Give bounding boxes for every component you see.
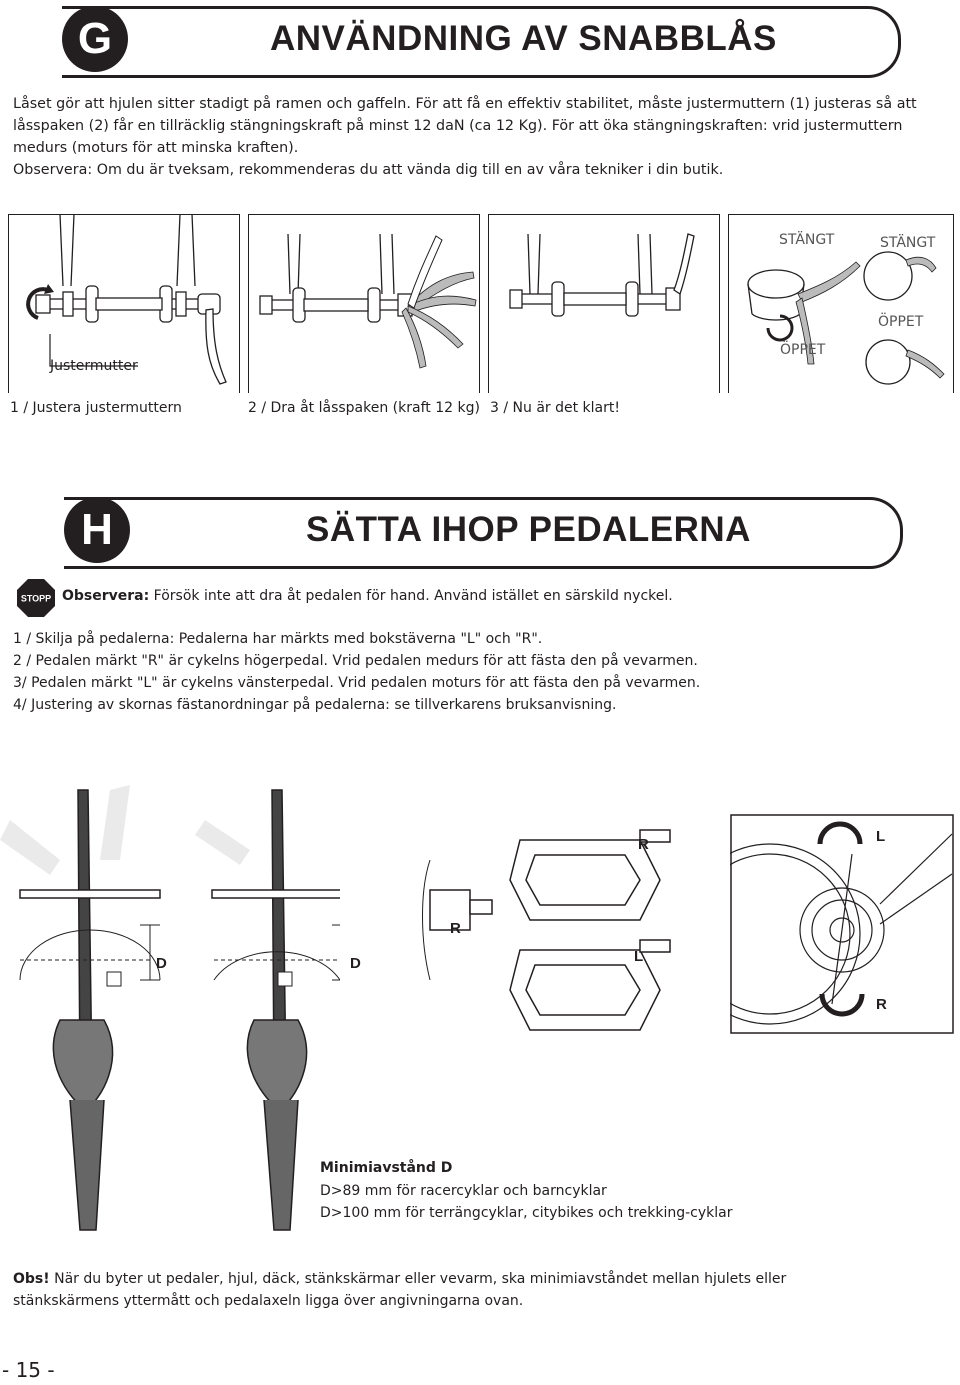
- pedal-step-2: 2 / Pedalen märkt "R" är cykelns högerpedal. Vrid pedalen medurs för att fästa den på vevarmen.: [13, 653, 698, 669]
- stop-sign-label: STOPP: [20, 593, 52, 604]
- obs-paragraph: [13, 1268, 893, 1312]
- min-distance-line-1: D>89 mm för racercyklar och barncyklar: [320, 1183, 607, 1199]
- label-r-axle: R: [450, 920, 461, 937]
- pedal-step-1: 1 / Skilja på pedalerna: Pedalerna har märkts med bokstäverna "L" och "R".: [13, 631, 543, 647]
- stop-sign-icon: [16, 578, 56, 618]
- hub-illustration-2: [248, 214, 478, 392]
- crank-inset-illustration: [730, 814, 954, 1034]
- label-open-a: ÖPPET: [878, 314, 924, 330]
- note-paragraph: Observera: Om du är tveksam, rekommenderas du att vända dig till en av våra tekniker i din butik.: [13, 162, 724, 178]
- intro-paragraph: Låset gör att hjulen sitter stadigt på ramen och gaffeln. För att få en effektiv stabilitet, måste justermuttern (1) justeras så att låsspaken (2) får en tillräcklig stängningskraft på minst 12 daN (ca 12 Kg). För att öka stängningskraften: vrid justermuttern medurs (moturs för att minska kraften).: [13, 96, 917, 156]
- hub-illustration-3: [488, 214, 718, 392]
- obs-label: Obs!: [13, 1271, 50, 1287]
- warning-text: Försök inte att dra åt pedalen för hand. Använd istället en särskild nyckel.: [149, 588, 673, 604]
- label-open-b: ÖPPET: [780, 342, 826, 358]
- label-l-crank: L: [876, 828, 886, 845]
- section-g-title: ANVÄNDNING AV SNABBLÅS: [270, 19, 777, 58]
- label-d-1: D: [156, 955, 167, 972]
- min-distance-line-2: D>100 mm för terrängcyklar, citybikes och trekking-cyklar: [320, 1205, 733, 1221]
- section-h-badge: H: [64, 497, 130, 563]
- warning-label: Observera:: [62, 588, 150, 604]
- page-number: - 15 -: [2, 1358, 55, 1382]
- label-r-pedal-top: R: [638, 836, 649, 853]
- label-justermutter: Justermutter: [50, 358, 138, 374]
- caption-step-3: 3 / Nu är det klart!: [490, 400, 620, 416]
- section-g-badge: G: [62, 6, 128, 72]
- obs-text: När du byter ut pedaler, hjul, däck, stänkskärmar eller vevarm, ska minimiavståndet mellan hjulets eller stänkskärmens yttermått och pedalaxeln ligga över angivningarna ovan.: [13, 1271, 787, 1309]
- pedal-step-4: 4/ Justering av skornas fästanordningar på pedalerna: se tillverkarens bruksanvisning.: [13, 697, 617, 713]
- label-closed-a: STÄNGT: [779, 232, 835, 248]
- label-d-2: D: [350, 955, 361, 972]
- pedal-step-3: 3/ Pedalen märkt "L" är cykelns vänsterpedal. Vrid pedalen moturs för att fästa den på vevarmen.: [13, 675, 701, 691]
- section-g-text: [13, 93, 943, 181]
- section-h-title: SÄTTA IHOP PEDALERNA: [306, 510, 751, 549]
- label-closed-b: STÄNGT: [880, 235, 936, 251]
- bike-front-view-illustrations: [0, 780, 340, 1240]
- caption-step-1: 1 / Justera justermuttern: [10, 400, 182, 416]
- label-l-pedal-bottom: L: [634, 948, 644, 965]
- label-r-crank: R: [876, 996, 887, 1013]
- caption-step-2: 2 / Dra åt låsspaken (kraft 12 kg): [248, 400, 480, 416]
- pedal-warning: [62, 588, 673, 604]
- min-distance-title: Minimiavstånd D: [320, 1160, 453, 1176]
- pedal-illustrations: [420, 820, 720, 1040]
